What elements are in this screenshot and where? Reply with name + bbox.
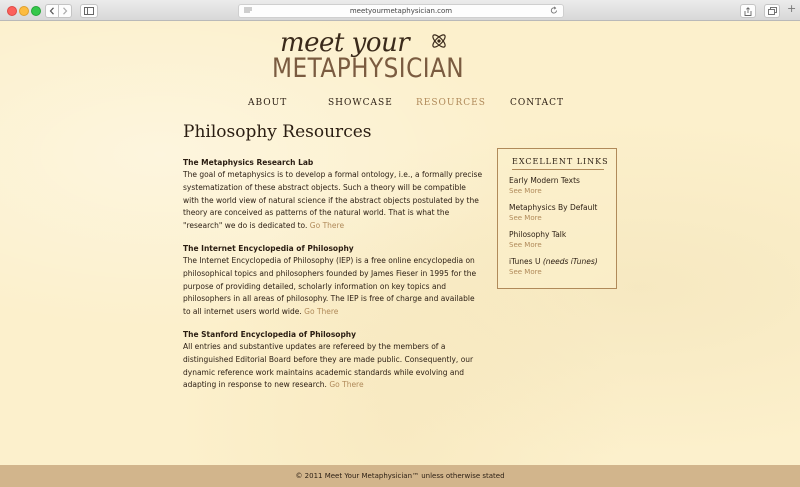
resource-description: All entries and substantive updates are refereed by the members of a distinguished Editorial Board before they are made public. Consequently, our dynamic reference work maintains academic standards while evolving and adapting in response to new research. Go There [183,341,474,390]
nav-resources[interactable]: RESOURCES [416,98,486,108]
logo-line1: meet your [280,28,410,58]
plus-icon[interactable]: + [787,2,797,15]
resource-item [183,243,483,319]
nav-about[interactable]: ABOUT [248,98,288,108]
resource-list [183,157,483,402]
link-label[interactable]: iTunes U (needs iTunes) [509,257,598,266]
link-item [509,256,613,278]
footer-copyright: © 2011 Meet Your Metaphysician™ unless otherwise stated [295,472,505,480]
minimize-window-button[interactable] [19,6,29,16]
forward-button[interactable] [58,4,72,18]
link-label[interactable]: Metaphysics By Default [509,203,598,212]
page-title: Philosophy Resources [183,122,372,142]
main-nav [0,98,800,112]
back-icon [49,7,55,15]
resource-title: The Metaphysics Research Lab [183,158,314,167]
see-more-link[interactable]: See More [509,214,542,222]
link-item [509,175,613,197]
links-box-title: EXCELLENT LINKS [512,157,604,170]
resource-item [183,329,483,392]
resource-item [183,157,483,233]
nav-showcase[interactable]: SHOWCASE [328,98,393,108]
go-there-link[interactable]: Go There [309,221,345,231]
back-button[interactable] [45,4,59,18]
share-button[interactable] [740,4,756,18]
atom-icon [430,32,448,50]
resource-description: The goal of metaphysics is to develop a formal ontology, i.e., a formally precise systematization of these abstract objects. Such a theory will be compatible with the world view of natural science if the abstract objects postulated by the theory are conceived as patterns of the natural world. That is what the "research" we do is dedicated to. Go There [183,170,483,231]
go-there-link[interactable]: Go There [329,380,364,390]
forward-icon [62,7,68,15]
web-page [0,21,800,465]
link-label-note: (needs iTunes) [542,257,598,266]
address-bar[interactable] [238,4,564,18]
logo-line2: METAPHYSICIAN [272,53,465,84]
reader-icon[interactable] [244,7,252,14]
tabs-icon [768,7,777,15]
see-more-link[interactable]: See More [509,268,542,276]
close-window-button[interactable] [7,6,17,16]
excellent-links-box [497,148,617,289]
share-icon [744,7,752,16]
resource-title: The Internet Encyclopedia of Philosophy [183,243,354,253]
link-item [509,202,613,224]
show-tabs-button[interactable] [764,4,780,18]
sidebar-icon [84,7,94,15]
see-more-link[interactable]: See More [509,241,542,249]
site-logo[interactable] [272,28,532,84]
nav-contact[interactable]: CONTACT [510,98,565,108]
resource-description: The Internet Encyclopedia of Philosophy (IEP) is a free online encyclopedia on philosophical topics and philosophers founded by James Fieser in 1995 for the purpose of providing detailed, scholarly information on key topics and philosophers in all areas of philosophy. The IEP is free of charge and available to all internet users world wide. Go There [183,255,477,317]
see-more-link[interactable]: See More [509,187,542,195]
browser-toolbar [0,0,800,21]
go-there-link[interactable]: Go There [304,307,339,317]
footer [0,465,800,487]
reload-icon[interactable] [550,6,558,15]
link-item [509,229,613,251]
link-label[interactable]: Philosophy Talk [509,230,567,239]
address-text: meetyourmetaphysician.com [349,7,453,15]
sidebar-button[interactable] [80,4,98,18]
resource-title: The Stanford Encyclopedia of Philosophy [183,329,357,339]
link-label[interactable]: Early Modern Texts [509,176,580,185]
zoom-window-button[interactable] [31,6,41,16]
